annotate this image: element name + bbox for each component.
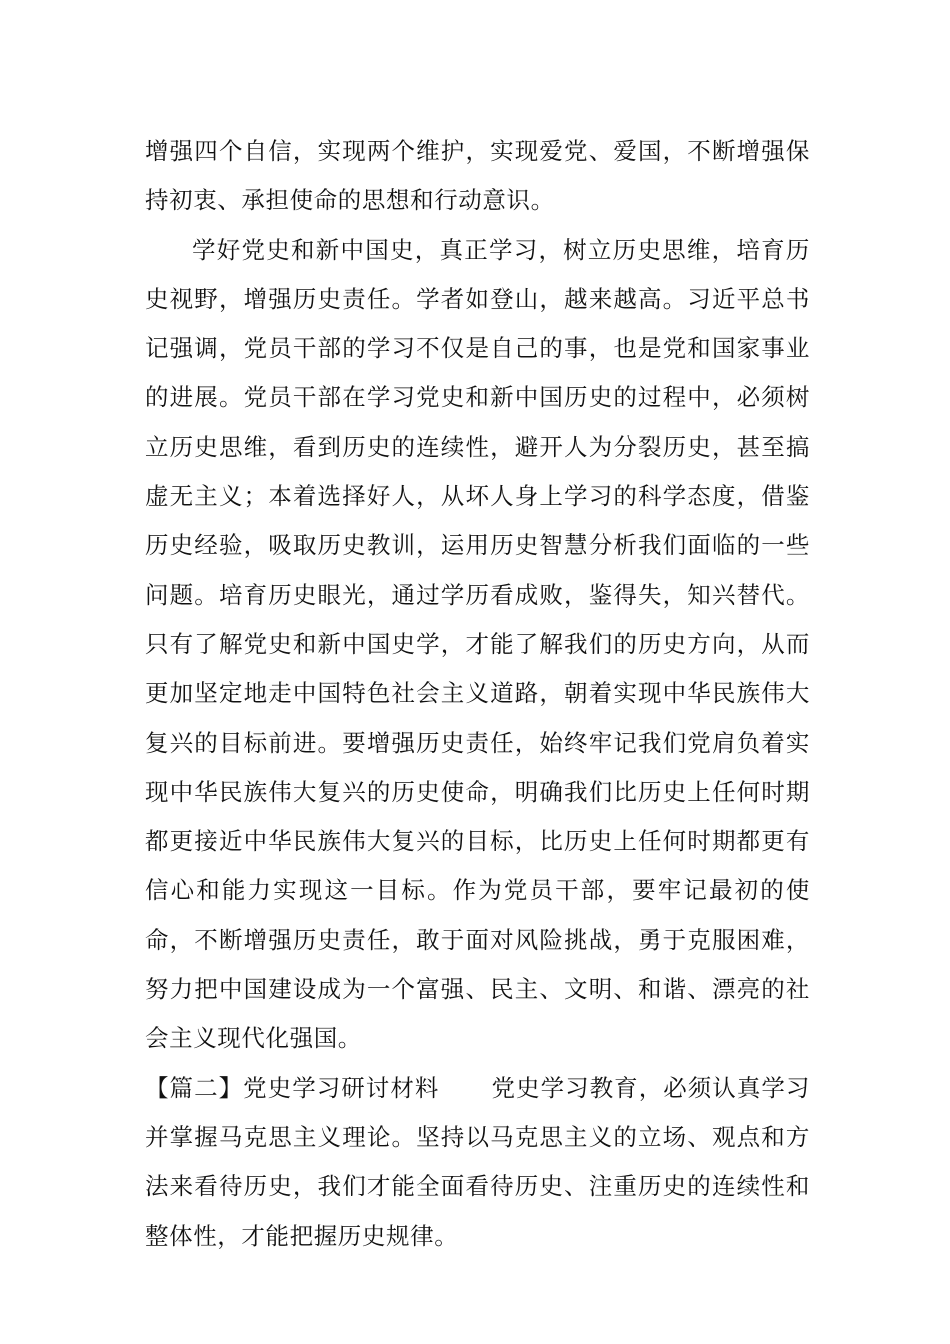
paragraph-1: 增强四个自信，实现两个维护，实现爱党、爱国，不断增强保持初衷、承担使命的思想和行动意识。: [145, 137, 810, 215]
paragraph-2: 学好党史和新中国史，真正学习，树立历史思维，培育历史视野，增强历史责任。学者如登山，越来越高。习近平总书记强调，党员干部的学习不仅是自己的事，也是党和国家事业的进展。党员干部在学习党史和新中国历史的过程中，必须树立历史思维，看到历史的连续性，避开人为分裂历史，甚至搞虚无主义；本着选择好人，从坏人身上学习的科学态度，借鉴历史经验，吸取历史教训，运用历史智慧分析我们面临的一些问题。培育历史眼光，通过学历看成败，鉴得失，知兴替代。只有了解党史和新中国史学，才能了解我们的历史方向，从而更加坚定地走中国特色社会主义道路，朝着实现中华民族伟大复兴的目标前进。要增强历史责任，始终牢记我们党肩负着实现中华民族伟大复兴的历史使命，明确我们比历史上任何时期都更接近中华民族伟大复兴的目标，比历史上任何时期都更有信心和能力实现这一目标。作为党员干部，要牢记最初的使命，不断增强历史责任，敢于面对风险挑战，勇于克服困难，努力把中国建设成为一个富强、民主、文明、和谐、漂亮的社会主义现代化强国。: [145, 235, 810, 1053]
paragraph-3-body: 党史学习教育，必须认真学习并掌握马克思主义理论。坚持以马克思主义的立场、观点和方法来看待历史，我们才能全面看待历史、注重历史的连续性和整体性，才能把握历史规律。: [145, 1073, 810, 1250]
section-heading: 【篇二】党史学习研讨材料: [145, 1073, 440, 1102]
paragraph-3: [145, 1064, 810, 1261]
body-text: [145, 127, 810, 1261]
